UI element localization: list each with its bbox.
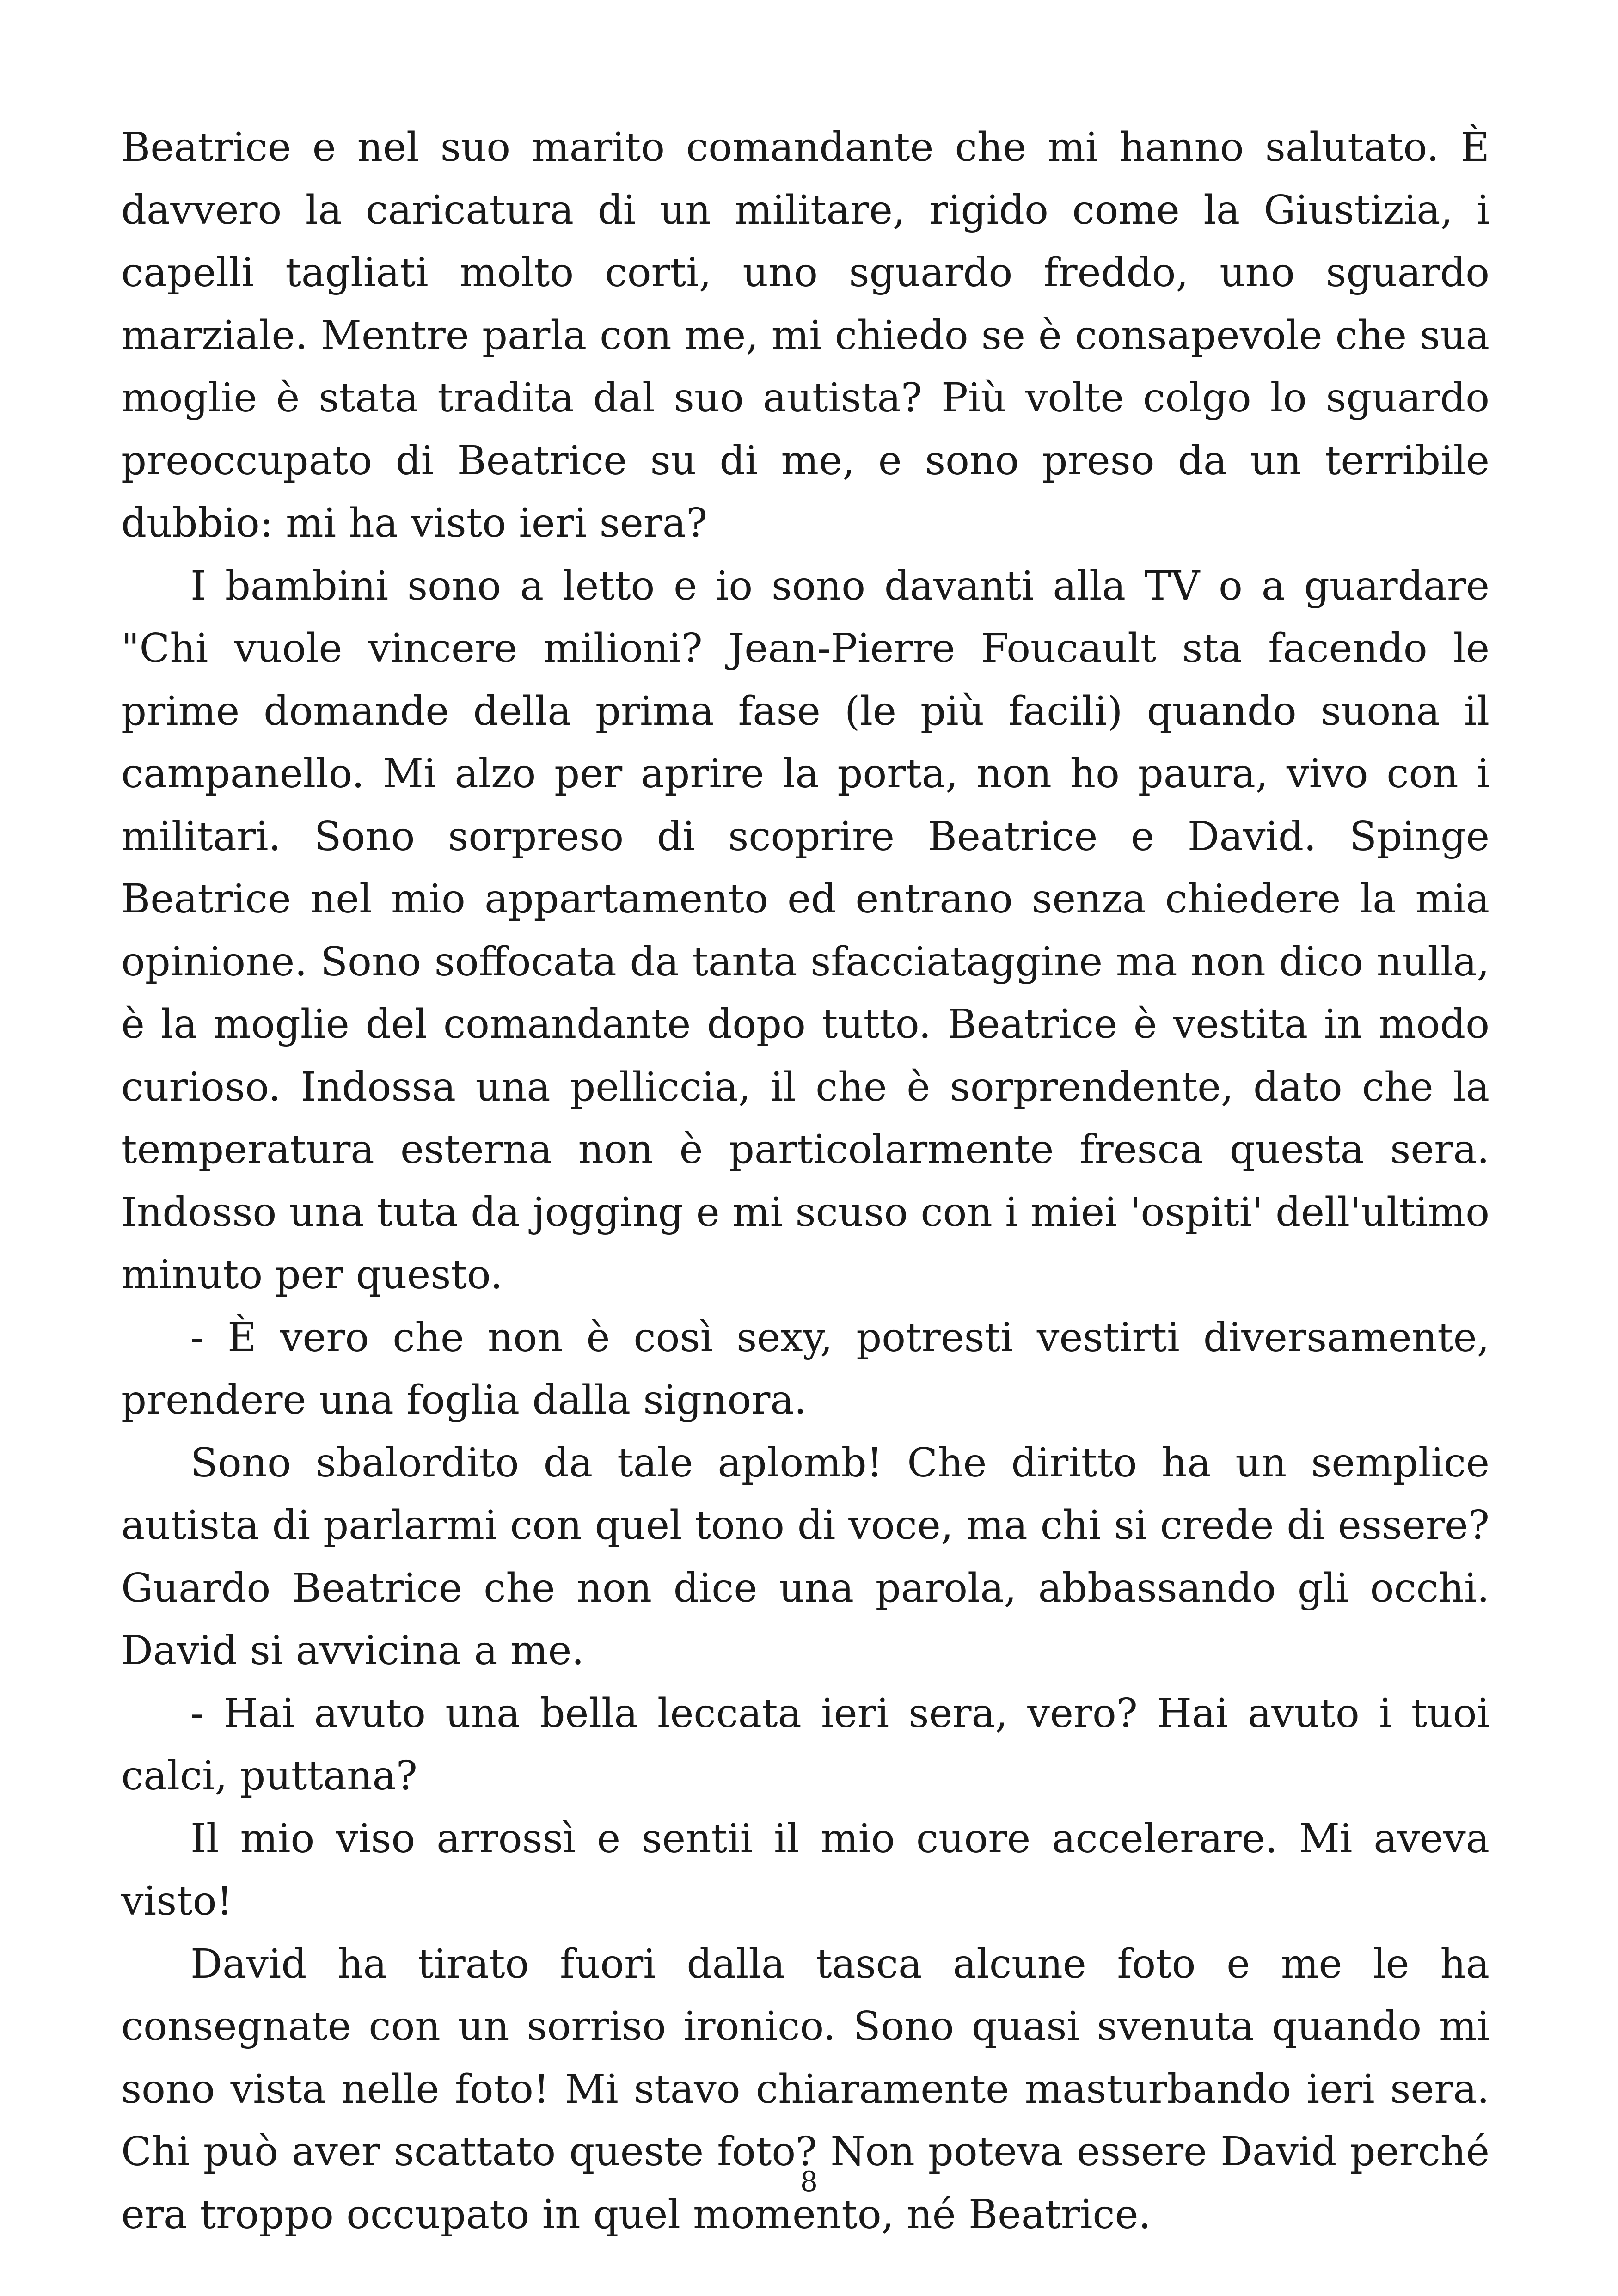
page-number: 8 [800,2166,818,2198]
paragraph: Beatrice e nel suo marito comandante che mi hanno salutato. È davvero la caricatura di un militare, rigido come la Giustizia, i capelli tagliati molto corti, uno sguardo freddo, uno sguardo marziale. Mentre parla con me, mi chiedo se è consapevole che sua moglie è stata tradita dal suo autista? Più volte colgo lo sguardo preoccupato di Beatrice su di me, e sono preso da un terribile dubbio: mi ha visto ieri sera? [121,124,1489,546]
paragraph: Sono sbalordito da tale aplomb! Che diritto ha un semplice autista di parlarmi con quel tono di voce, ma chi si crede di essere? Guardo Beatrice che non dice una parola, abbassando gli occhi. David si avvicina a me. [121,1439,1489,1674]
paragraph: I bambini sono a letto e io sono davanti alla TV o a guardare "Chi vuole vincere milioni? Jean-Pierre Foucault sta facendo le prime domande della prima fase (le più facili) quando suona il campanello. Mi alzo per aprire la porta, non ho paura, vivo con i militari. Sono sorpreso di scoprire Beatrice e David. Spinge Beatrice nel mio appartamento ed entrano senza chiedere la mia opinione. Sono soffocata da tanta sfacciataggine ma non dico nulla, è la moglie del comandante dopo tutto. Beatrice è vestita in modo curioso. Indossa una pelliccia, il che è sorprendente, dato che la temperatura esterna non è particolarmente fresca questa sera. Indosso una tuta da jogging e mi scuso con i miei 'ospiti' dell'ultimo minuto per questo. [121,563,1489,1298]
paragraph: - È vero che non è così sexy, potresti vestirti diversamente, prendere una foglia dalla signora. [121,1314,1489,1423]
paragraph: David ha tirato fuori dalla tasca alcune foto e me le ha consegnate con un sorriso ironico. Sono quasi svenuta quando mi sono vista nelle foto! Mi stavo chiaramente masturbando ieri sera. Chi può aver scattato queste foto? Non poteva essere David perché era troppo occupato in quel momento, né Beatrice. [121,1941,1489,2238]
body-text [121,116,1489,2246]
paragraph: Il mio viso arrossì e sentii il mio cuore accelerare. Mi aveva visto! [121,1815,1489,1924]
paragraph: - Hai avuto una bella leccata ieri sera, vero? Hai avuto i tuoi calci, puttana? [121,1690,1489,1799]
